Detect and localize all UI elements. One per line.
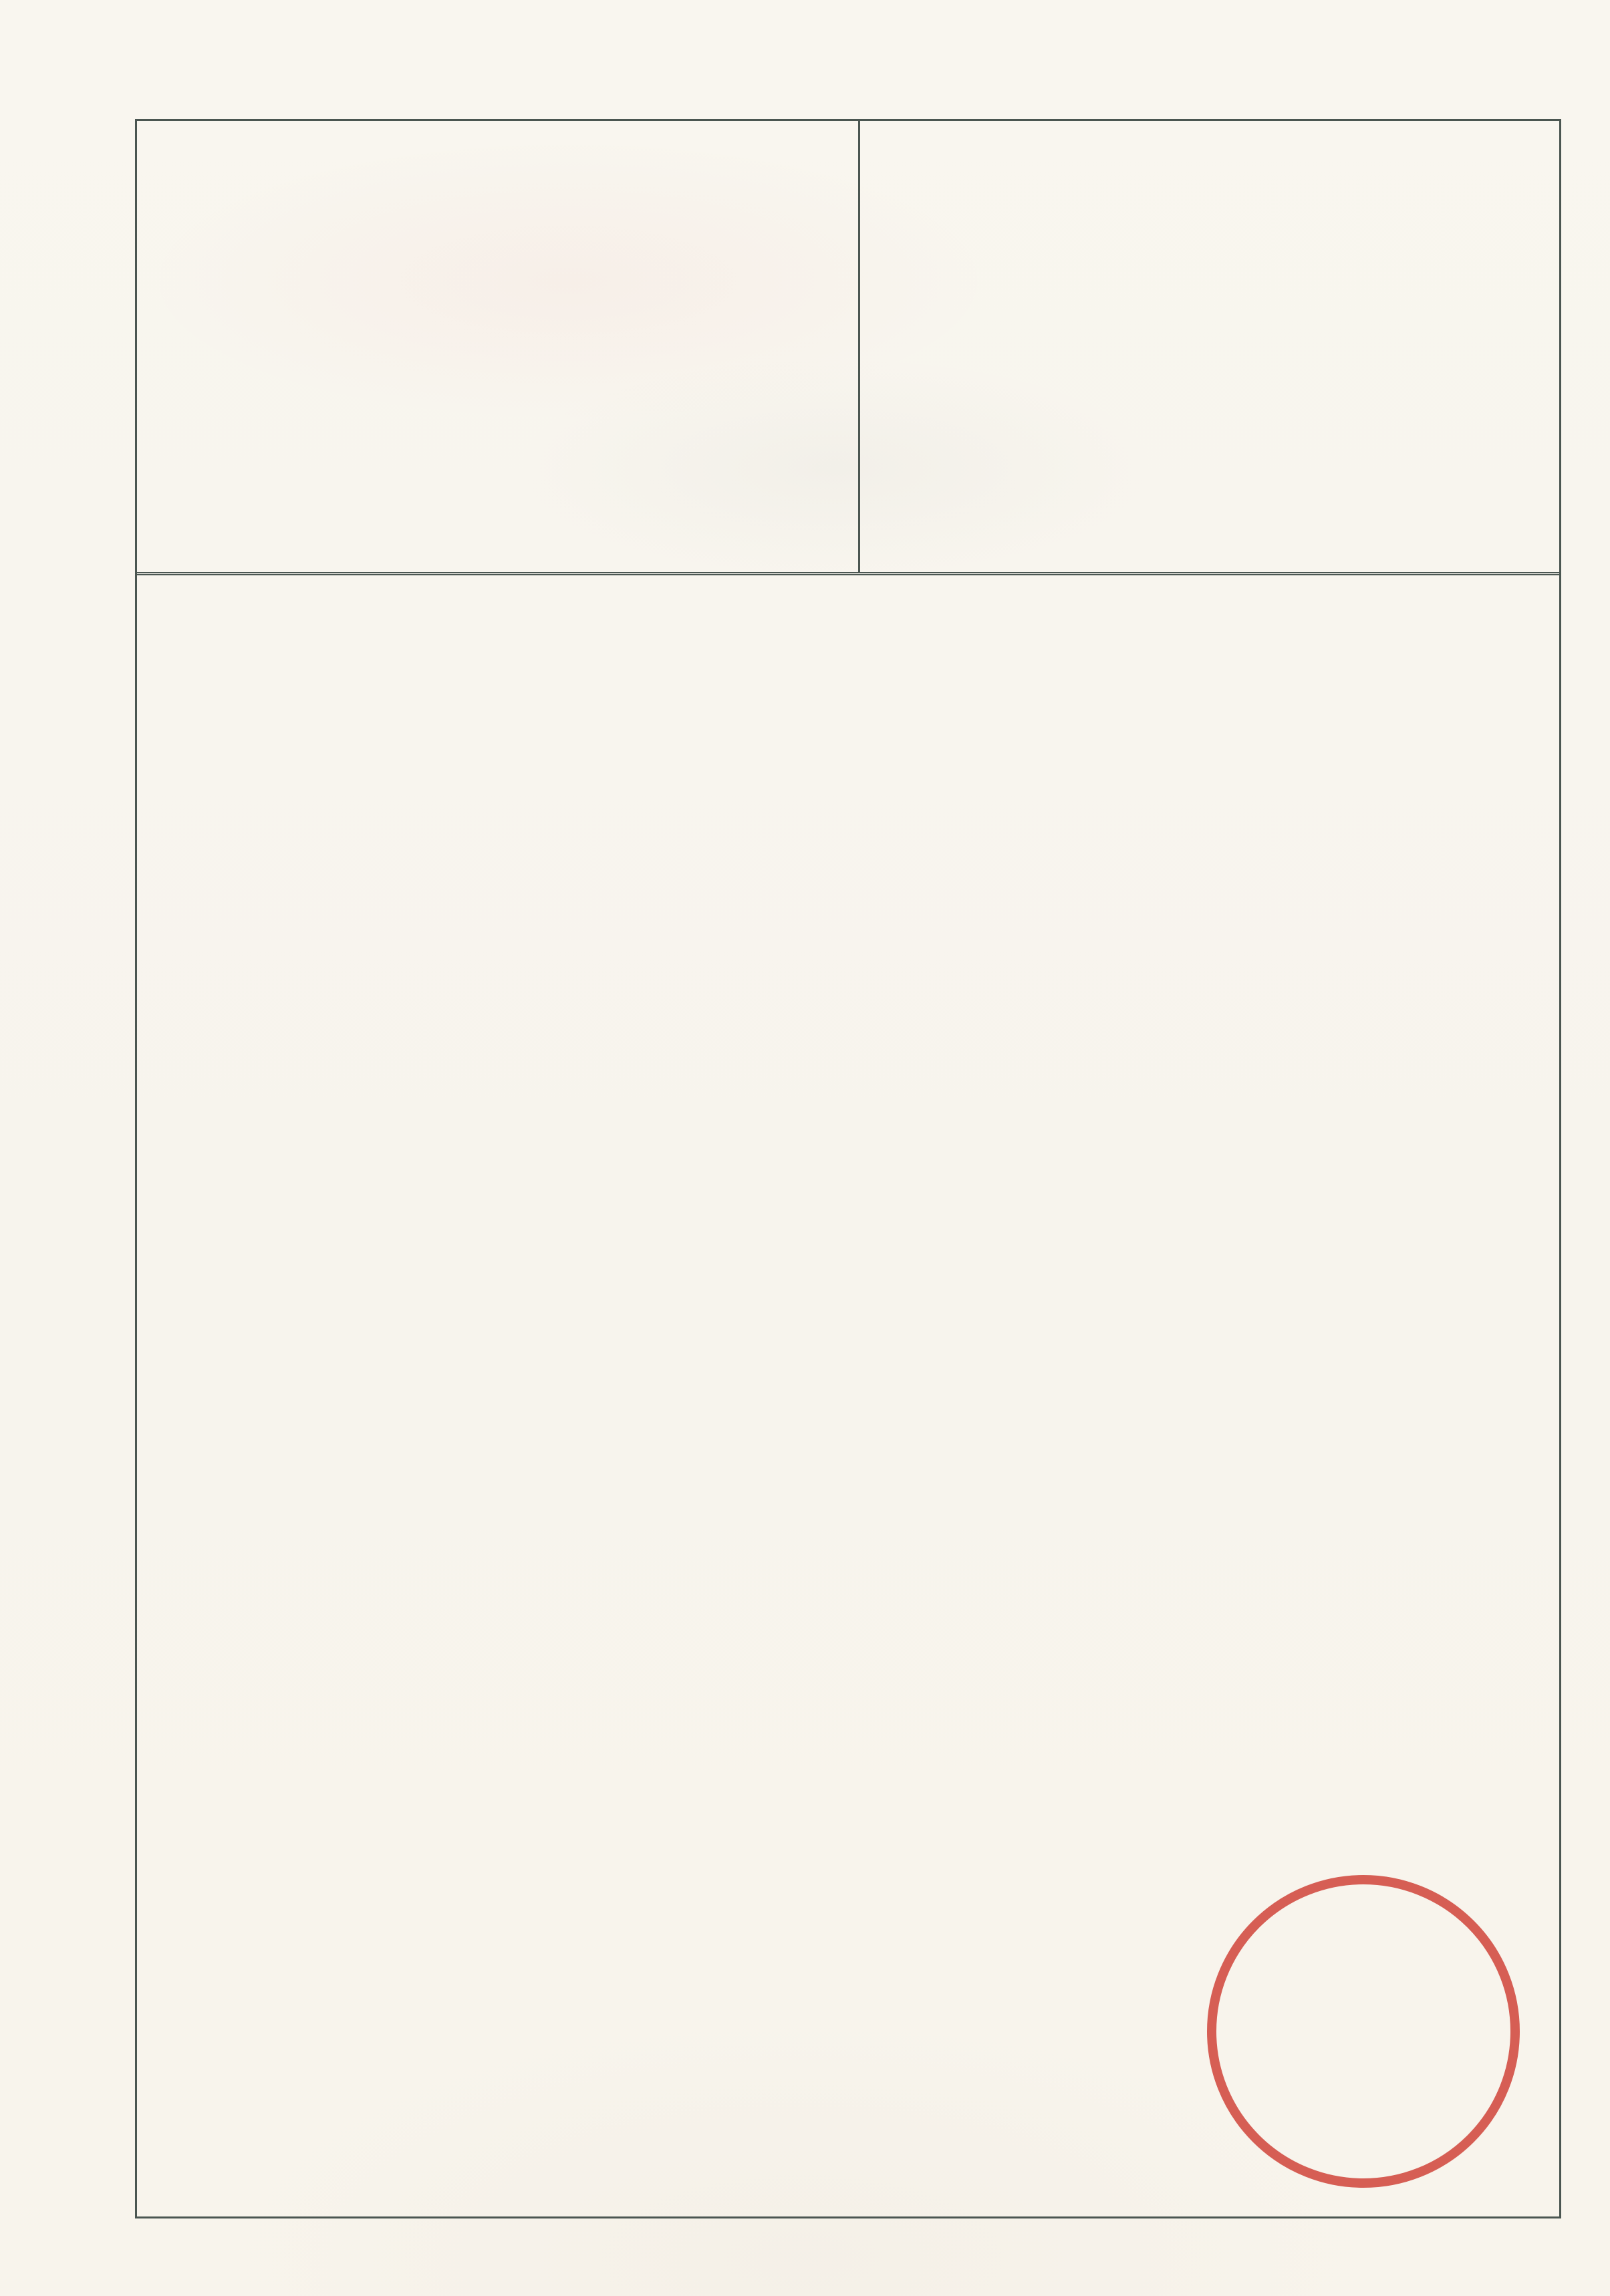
certificate-table <box>135 119 1561 2218</box>
qr-cell <box>858 121 1559 572</box>
table-bottom-left <box>137 121 858 572</box>
table-bottom-section <box>137 121 1559 575</box>
qr-code-image <box>1180 157 1520 498</box>
manufacturer-info-section <box>137 575 1559 2216</box>
